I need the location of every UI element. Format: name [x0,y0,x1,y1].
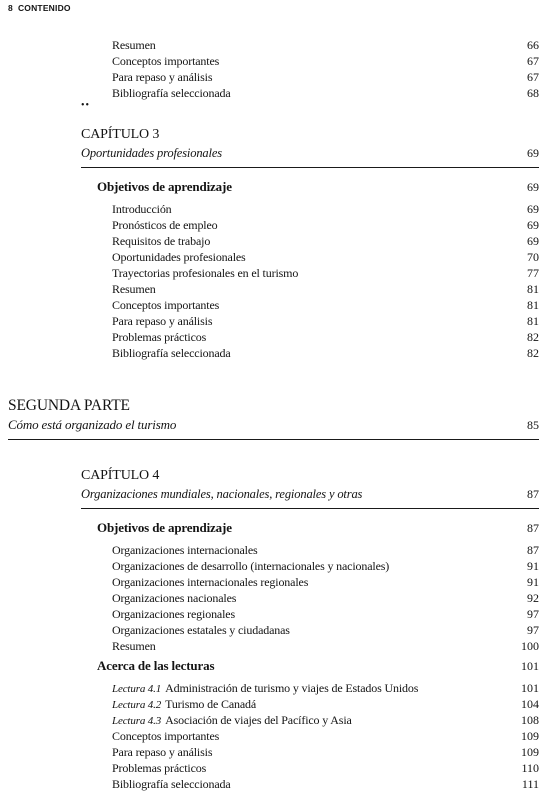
toc-entry-label: Bibliografía seleccionada [112,346,231,360]
toc-entry-page: 109 [521,729,539,743]
toc-entry[interactable] [0,760,546,776]
toc-entry[interactable] [0,217,546,233]
running-header [8,3,71,13]
toc-entry-page: 101 [521,681,539,695]
toc-entry[interactable] [0,37,546,53]
toc-entry-label: Conceptos importantes [112,54,220,68]
toc-entry[interactable] [0,85,546,101]
reading-entry[interactable] [0,680,546,696]
toc-entry-label: Organizaciones estatales y ciudadanas [112,623,290,637]
toc-entry-page: 67 [527,54,539,68]
toc-entry[interactable] [0,345,546,361]
reading-entry[interactable] [0,712,546,728]
divider [8,439,539,440]
part-heading [0,397,546,413]
toc-entry-label: Bibliografía seleccionada [112,777,231,791]
toc-entry-label: Para repaso y análisis [112,70,213,84]
toc-entry-page: 87 [527,543,539,557]
toc-entry-label: Requisitos de trabajo [112,234,211,248]
reading-tag: Lectura 4.2 [112,699,162,711]
toc-entry-page: 97 [527,623,539,637]
section-label: Objetivos de aprendizaje [97,520,232,535]
toc-entry-page: 91 [527,559,539,573]
toc-entry-page: 77 [527,266,539,280]
reading-label: Asociación de viajes del Pacífico y Asia [165,713,352,727]
toc-entry-page: 92 [527,591,539,605]
toc-entry-page: 109 [521,745,539,759]
section-page: 101 [521,659,539,673]
toc-entry[interactable] [0,249,546,265]
toc-entry-page: 68 [527,86,539,100]
chapter-page: 69 [527,146,539,160]
section-page: 69 [527,180,539,194]
toc-entry-label: Resumen [112,282,156,296]
chapter-title-row[interactable] [0,145,546,161]
toc-entry-label: Resumen [112,38,156,52]
toc-entry-label: Organizaciones de desarrollo (internacionales y nacionales) [112,559,390,573]
header-title: CONTENIDO [17,3,71,13]
toc-entry-page: 91 [527,575,539,589]
chapter-title-row[interactable] [0,486,546,502]
toc-entry[interactable] [0,776,546,792]
toc-entry-label: Para repaso y análisis [112,314,213,328]
toc-entry[interactable] [0,638,546,654]
toc-entry[interactable] [0,558,546,574]
toc-entry[interactable] [0,233,546,249]
toc-entry[interactable] [0,622,546,638]
toc-entry-label: Organizaciones internacionales [112,543,258,557]
toc-entry[interactable] [0,744,546,760]
toc-entry[interactable] [0,574,546,590]
toc-entry[interactable] [0,329,546,345]
toc-entry-label: Trayectorias profesionales en el turismo [112,266,299,280]
reading-label: Administración de turismo y viajes de Estados Unidos [165,681,419,695]
toc-entry[interactable] [0,728,546,744]
toc-entry-label: Bibliografía seleccionada [112,86,231,100]
part-title: Cómo está organizado el turismo [8,417,177,432]
toc-entry-page: 108 [521,713,539,727]
toc-entry[interactable] [0,542,546,558]
stray-mark: •• [81,100,91,111]
toc-entry[interactable] [0,297,546,313]
toc-entry-page: 81 [527,298,539,312]
toc-entry-label: Problemas prácticos [112,761,207,775]
toc-entry-label: Pronósticos de empleo [112,218,218,232]
toc-entry-page: 66 [527,38,539,52]
toc-entry[interactable] [0,265,546,281]
section-heading[interactable] [0,520,546,536]
reading-tag: Lectura 4.3 [112,715,162,727]
toc-entry-page: 100 [521,639,539,653]
toc-entry[interactable] [0,313,546,329]
reading-tag: Lectura 4.1 [112,683,162,695]
toc-entry-label: Introducción [112,202,172,216]
toc-entry-page: 69 [527,202,539,216]
toc-entry-label: Conceptos importantes [112,729,220,743]
chapter-page: 87 [527,487,539,501]
part-title-row[interactable] [0,417,546,433]
chapter-number: CAPÍTULO 3 [81,127,160,142]
toc-entry[interactable] [0,590,546,606]
toc-entry-page: 110 [521,761,539,775]
toc-entry[interactable] [0,69,546,85]
toc-entry[interactable] [0,53,546,69]
header-page-number: 8 [8,3,13,13]
toc-entry-page: 69 [527,218,539,232]
toc-entry-page: 97 [527,607,539,621]
section-heading[interactable] [0,179,546,195]
chapter-heading [0,127,546,143]
chapter-number: CAPÍTULO 4 [81,468,160,483]
divider [81,167,539,168]
toc-entry-page: 104 [521,697,539,711]
toc-entry[interactable] [0,606,546,622]
toc-entry-label: Oportunidades profesionales [112,250,246,264]
chapter-title: Oportunidades profesionales [81,146,222,160]
toc-entry-label: Organizaciones nacionales [112,591,237,605]
section-label: Acerca de las lecturas [97,658,215,673]
toc-entry-label: Problemas prácticos [112,330,207,344]
toc-entry-page: 82 [527,346,539,360]
toc-entry-page: 82 [527,330,539,344]
section-label: Objetivos de aprendizaje [97,179,232,194]
toc-entry-page: 81 [527,282,539,296]
part-page: 85 [527,418,539,432]
toc-entry[interactable] [0,281,546,297]
toc-entry-label: Para repaso y análisis [112,745,213,759]
part-number: SEGUNDA PARTE [8,397,130,414]
toc-entry[interactable] [0,201,546,217]
reading-label: Turismo de Canadá [165,697,257,711]
chapter-title: Organizaciones mundiales, nacionales, regionales y otras [81,487,363,501]
toc-entry-page: 81 [527,314,539,328]
toc-entry-page: 70 [527,250,539,264]
toc-entry-label: Organizaciones regionales [112,607,235,621]
section-page: 87 [527,521,539,535]
reading-entry[interactable] [0,696,546,712]
chapter-heading [0,468,546,484]
toc-entry-page: 69 [527,234,539,248]
toc-entry-page: 67 [527,70,539,84]
toc-entry-label: Organizaciones internacionales regionales [112,575,309,589]
toc-entry-page: 111 [521,777,539,791]
toc-entry-label: Resumen [112,639,156,653]
divider [81,508,539,509]
toc-entry-label: Conceptos importantes [112,298,220,312]
section-heading[interactable] [0,658,546,674]
